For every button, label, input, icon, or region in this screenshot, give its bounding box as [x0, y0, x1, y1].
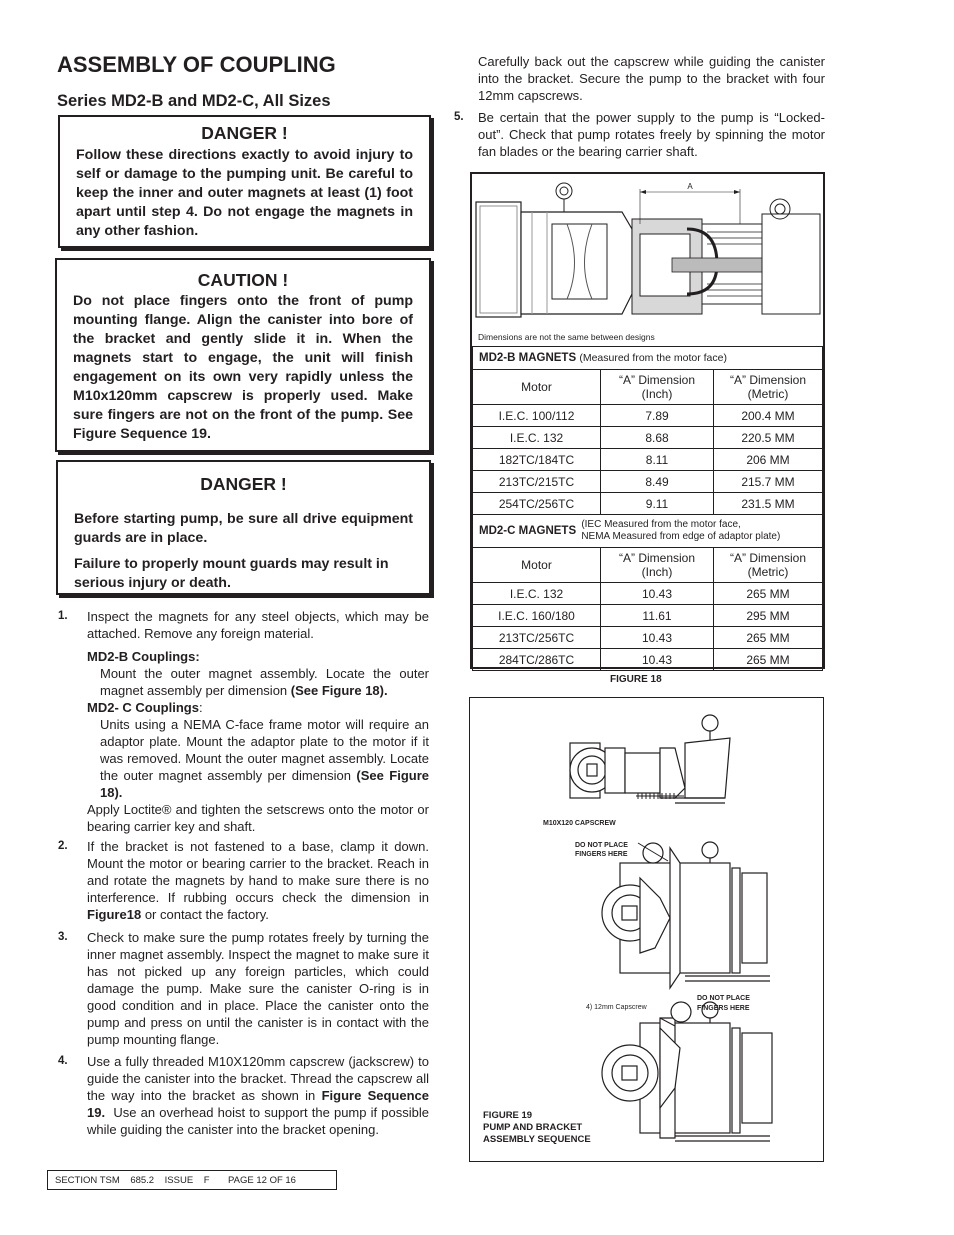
table-row: 182TC/184TC 8.11 206 MM	[473, 449, 823, 471]
fingers-warning-2: DO NOT PLACE FINGERS HERE	[697, 995, 750, 1012]
table-row: I.E.C. 100/112 7.89 200.4 MM	[473, 405, 823, 427]
danger-title: DANGER !	[200, 474, 287, 494]
capscrew-label: M10X120 CAPSCREW	[543, 820, 616, 827]
figure-ref: Figure Sequence 19.	[87, 1088, 430, 1120]
figure-ref: (See Figure 18).	[290, 683, 388, 698]
step-number: 2.	[58, 840, 68, 852]
caution-box	[55, 258, 431, 452]
figure-19-caption: FIGURE 19 PUMP AND BRACKET ASSEMBLY SEQUENCE	[483, 1110, 591, 1145]
step-number: 5.	[454, 111, 464, 123]
figure-ref: Figure18	[87, 907, 142, 922]
coupling-cross-section-drawing	[472, 174, 823, 346]
danger-title: DANGER !	[201, 123, 288, 143]
caution-title: CAUTION !	[197, 270, 289, 290]
step-2	[58, 838, 429, 923]
table-row: I.E.C. 160/180 11.61 295 MM	[473, 605, 823, 627]
step-1-tail: Apply Loctite® and tighten the setscrews onto the motor or bearing carrier key and shaft.	[87, 802, 429, 834]
md2c-text: Units using a NEMA C-face frame motor will require an adaptor plate. Mount the adaptor plate to the motor if it was removed. Mount the outer magnet assembly. Locate the outer magnet assembly per dimension (See Figure 18).	[100, 717, 430, 800]
step-number: 4.	[58, 1055, 68, 1067]
table-row: 254TC/256TC 9.11 231.5 MM	[473, 493, 823, 515]
md2b-section-row: MD2-B MAGNETS (Measured from the motor face)	[473, 347, 823, 370]
danger-text-injury: Failure to properly mount guards may result in serious injury or death.	[74, 556, 389, 591]
table-row: 213TC/256TC 10.43 265 MM	[473, 627, 823, 649]
table-header-row: Motor “A” Dimension (Inch) “A” Dimension (Metric)	[473, 370, 823, 405]
step-5-text: Be certain that the power supply to the pump is “Locked-out”. Check that pump rotates freely by spinning the motor fan blades or the bearing carrier shaft.	[478, 110, 825, 159]
table-row: I.E.C. 132 8.68 220.5 MM	[473, 427, 823, 449]
md2c-section-row: MD2-C MAGNETS (IEC Measured from the motor face, NEMA Measured from edge of adaptor plate)	[473, 515, 823, 548]
danger-text: Follow these directions exactly to avoid injury to self or damage to the pumping unit. Be careful to keep the inner and outer magnets at least (1) foot apart until step 4. Do not engage the magnets in any other fashion.	[76, 147, 413, 239]
table-row: I.E.C. 132 10.43 265 MM	[473, 583, 823, 605]
page-footer: SECTION TSM 685.2 ISSUE F PAGE 12 OF 16	[47, 1170, 337, 1190]
step-3-text: Check to make sure the pump rotates freely by turning the inner magnet assembly. Inspect the magnet to make sure it has not picked up any foreign particles, which could damage the pump. Make sure the canister O-ring is in good condition and in place. Place the canister onto the pump and press on until the canister is in contact with the pump mounting flange.	[87, 930, 429, 1047]
step-4-text: Use a fully threaded M10X120mm capscrew (jackscrew) to guide the canister into the bracket. Thread the capscrew all the way into the bracket as shown in Figure Sequence 19. Use an overhead hoist to support the pump if possible while guiding the canister into the bracket opening.	[87, 1054, 430, 1137]
figure-18-table	[472, 346, 823, 671]
md2c-heading: MD2- C Couplings:	[87, 700, 203, 715]
step-4	[58, 1053, 429, 1138]
dimension-a-label: A	[687, 182, 693, 191]
fingers-warning-1: DO NOT PLACE FINGERS HERE	[575, 842, 628, 858]
figure-ref: (See Figure 18).	[100, 768, 430, 800]
page-title: ASSEMBLY OF COUPLING	[57, 52, 336, 77]
figure-18-caption: FIGURE 18	[610, 674, 662, 685]
step-1-text: Inspect the magnets for any steel objects, which may be attached. Remove any foreign material.	[87, 609, 429, 641]
table-row: 284TC/286TC 10.43 265 MM	[473, 649, 823, 671]
step-3	[58, 929, 429, 1048]
step-number: 3.	[58, 931, 68, 943]
step-2-text: If the bracket is not fastened to a base, clamp it down. Mount the motor or bearing carrier to the bracket. Reach in and rotate the magnets by hand to make sure there is no interference. If rubbing occurs check the dimension in Figure18 or contact the factory.	[87, 839, 429, 922]
danger-text-guards: Before starting pump, be sure all drive equipment guards are in place.	[74, 511, 413, 546]
capscrew-12mm-label: 4) 12mm Capscrew	[586, 1004, 647, 1011]
figure-19	[469, 697, 824, 1162]
md2b-text: Mount the outer magnet assembly. Locate the outer magnet assembly per dimension (See Figure 18).	[100, 666, 429, 698]
page-subtitle: Series MD2-B and MD2-C, All Sizes	[57, 92, 331, 110]
danger-box-2	[56, 460, 431, 595]
danger-box-1	[58, 115, 431, 248]
figure-18	[470, 172, 825, 669]
step-5	[454, 109, 825, 160]
step-1	[58, 608, 429, 835]
table-header-row: Motor “A” Dimension (Inch) “A” Dimension (Metric)	[473, 548, 823, 583]
caution-text: Do not place fingers onto the front of pump mounting flange. Align the canister into bore of the bracket and gently slide it in. When the magnets start to engage, the unit will finish engagement on its own very rapidly unless the M10x120mm capscrew is properly used. Make sure fingers are not on the front of the pump. See Figure Sequence 19.	[73, 293, 413, 442]
pump-assembly-sequence-drawing	[470, 698, 822, 1160]
step-4-continued: Carefully back out the capscrew while guiding the canister into the bracket. Secure the pump to the bracket with four 12mm capscrews.	[478, 54, 825, 103]
dimension-note: Dimensions are not the same between designs	[478, 332, 655, 342]
step-number: 1.	[58, 610, 68, 622]
table-row: 213TC/215TC 8.49 215.7 MM	[473, 471, 823, 493]
md2b-heading: MD2-B Couplings:	[87, 649, 200, 664]
